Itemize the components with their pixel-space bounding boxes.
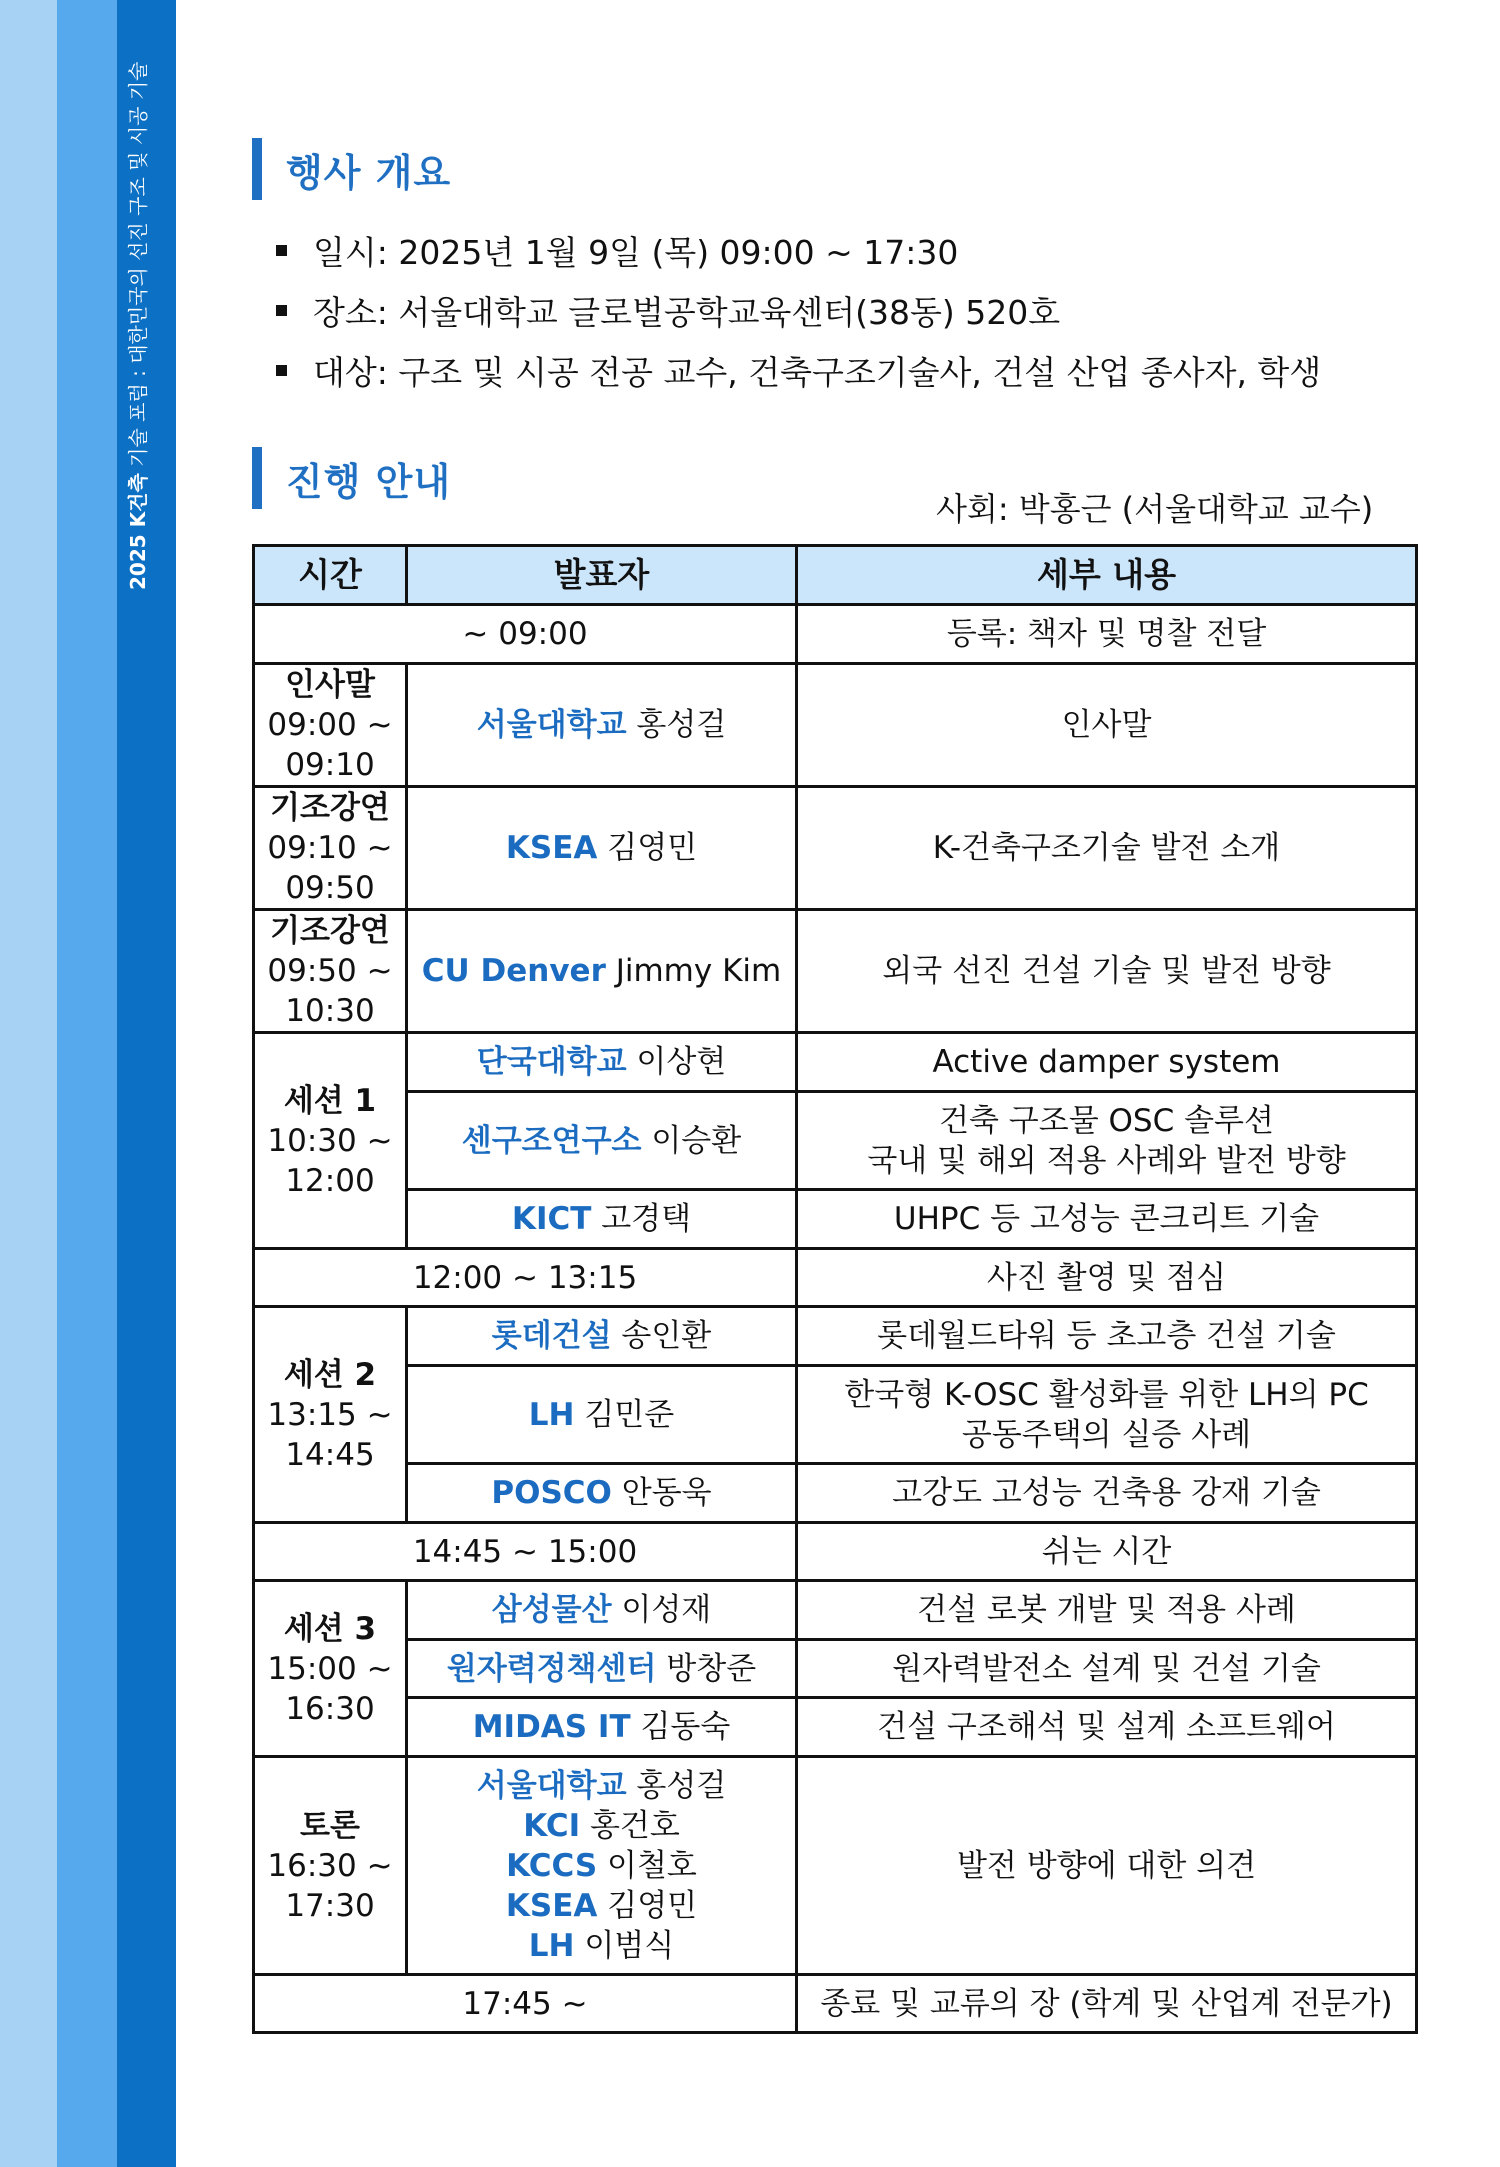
row-session-1-a bbox=[254, 1033, 1417, 1092]
overview-item-audience: 대상: 구조 및 시공 전공 교수, 건축구조기술사, 건설 산업 종사자, 학생 bbox=[276, 340, 1321, 400]
row-closing bbox=[254, 1975, 1417, 2033]
session-1-detail-2: 건축 구조물 OSC 솔루션 국내 및 해외 적용 사례와 발전 방향 bbox=[797, 1092, 1417, 1190]
row-keynote-2 bbox=[254, 910, 1417, 1033]
greeting-detail: 인사말 bbox=[797, 664, 1417, 787]
heading-bar bbox=[252, 447, 262, 509]
keynote-2-presenter: CU Denver Jimmy Kim bbox=[407, 910, 797, 1033]
bullet-icon bbox=[276, 305, 287, 316]
row-panel bbox=[254, 1757, 1417, 1975]
table-header-row bbox=[254, 546, 1417, 605]
header-time: 시간 bbox=[254, 546, 407, 605]
registration-detail: 등록: 책자 및 명찰 전달 bbox=[797, 605, 1417, 664]
sidebar-title: 2025 K건축 기술 포럼 : 대한민국의 선진 구조 및 시공 기술 bbox=[126, 61, 150, 590]
moderator: 사회: 박홍근 (서울대학교 교수) bbox=[936, 490, 1374, 528]
row-session-2-b bbox=[254, 1366, 1417, 1464]
lunch-time: 12:00 ~ 13:15 bbox=[254, 1249, 797, 1307]
session-3-time: 세션 3 15:00 ~ 16:30 bbox=[254, 1581, 407, 1757]
keynote-1-detail: K-건축구조기술 발전 소개 bbox=[797, 787, 1417, 910]
overview-list bbox=[276, 220, 1321, 400]
program-heading bbox=[252, 447, 451, 509]
header-detail: 세부 내용 bbox=[797, 546, 1417, 605]
registration-time: ~ 09:00 bbox=[254, 605, 797, 664]
row-session-1-c bbox=[254, 1190, 1417, 1249]
overview-item-place: 장소: 서울대학교 글로벌공학교육센터(38동) 520호 bbox=[276, 280, 1321, 340]
greeting-presenter: 서울대학교 홍성걸 bbox=[407, 664, 797, 787]
panel-presenters bbox=[407, 1757, 797, 1975]
session-3-detail-1: 건설 로봇 개발 및 적용 사례 bbox=[797, 1581, 1417, 1640]
schedule-table bbox=[252, 544, 1418, 2034]
keynote-2-time: 기조강연 09:50 ~ 10:30 bbox=[254, 910, 407, 1033]
row-keynote-1 bbox=[254, 787, 1417, 910]
row-break bbox=[254, 1523, 1417, 1581]
panel-presenter: KCI 홍건호 bbox=[523, 1807, 680, 1844]
row-registration bbox=[254, 605, 1417, 664]
session-2-detail-2: 한국형 K-OSC 활성화를 위한 LH의 PC 공동주택의 실증 사례 bbox=[797, 1366, 1417, 1464]
overview-item-date: 일시: 2025년 1월 9일 (목) 09:00 ~ 17:30 bbox=[276, 220, 1321, 280]
session-3-presenter-2: 원자력정책센터 방창준 bbox=[407, 1640, 797, 1698]
keynote-2-detail: 외국 선진 건설 기술 및 발전 방향 bbox=[797, 910, 1417, 1033]
row-session-3-b bbox=[254, 1640, 1417, 1698]
keynote-1-time: 기조강연 09:10 ~ 09:50 bbox=[254, 787, 407, 910]
sidebar-stripe-mid bbox=[57, 0, 117, 2167]
session-2-time: 세션 2 13:15 ~ 14:45 bbox=[254, 1307, 407, 1523]
row-greeting bbox=[254, 664, 1417, 787]
session-1-time: 세션 1 10:30 ~ 12:00 bbox=[254, 1033, 407, 1249]
break-time: 14:45 ~ 15:00 bbox=[254, 1523, 797, 1581]
bullet-icon bbox=[276, 365, 287, 376]
session-3-detail-2: 원자력발전소 설계 및 건설 기술 bbox=[797, 1640, 1417, 1698]
row-session-2-c bbox=[254, 1464, 1417, 1523]
header-presenter: 발표자 bbox=[407, 546, 797, 605]
panel-presenter: 서울대학교 홍성걸 bbox=[476, 1767, 727, 1804]
keynote-1-presenter: KSEA 김영민 bbox=[407, 787, 797, 910]
panel-detail: 발전 방향에 대한 의견 bbox=[797, 1757, 1417, 1975]
panel-presenter: KSEA 김영민 bbox=[505, 1887, 698, 1924]
overview-title: 행사 개요 bbox=[286, 150, 452, 195]
lunch-detail: 사진 촬영 및 점심 bbox=[797, 1249, 1417, 1307]
row-lunch bbox=[254, 1249, 1417, 1307]
session-3-presenter-1: 삼성물산 이성재 bbox=[407, 1581, 797, 1640]
panel-presenter: KCCS 이철호 bbox=[506, 1847, 697, 1884]
overview-heading bbox=[252, 138, 451, 200]
panel-time: 토론 16:30 ~ 17:30 bbox=[254, 1757, 407, 1975]
row-session-3-c bbox=[254, 1698, 1417, 1757]
sidebar-stripe-light bbox=[0, 0, 57, 2167]
session-2-detail-3: 고강도 고성능 건축용 강재 기술 bbox=[797, 1464, 1417, 1523]
session-2-presenter-3: POSCO 안동욱 bbox=[407, 1464, 797, 1523]
heading-bar bbox=[252, 138, 262, 200]
session-1-presenter-2: 센구조연구소 이승환 bbox=[407, 1092, 797, 1190]
session-1-presenter-1: 단국대학교 이상현 bbox=[407, 1033, 797, 1092]
panel-presenter: LH 이범식 bbox=[528, 1927, 675, 1964]
row-session-3-a bbox=[254, 1581, 1417, 1640]
session-1-detail-3: UHPC 등 고성능 콘크리트 기술 bbox=[797, 1190, 1417, 1249]
session-3-detail-3: 건설 구조해석 및 설계 소프트웨어 bbox=[797, 1698, 1417, 1757]
greeting-time: 인사말 09:00 ~ 09:10 bbox=[254, 664, 407, 787]
session-2-presenter-2: LH 김민준 bbox=[407, 1366, 797, 1464]
row-session-2-a bbox=[254, 1307, 1417, 1366]
bullet-icon bbox=[276, 245, 287, 256]
row-session-1-b bbox=[254, 1092, 1417, 1190]
program-title: 진행 안내 bbox=[286, 459, 452, 504]
closing-detail: 종료 및 교류의 장 (학계 및 산업계 전문가) bbox=[797, 1975, 1417, 2033]
session-1-presenter-3: KICT 고경택 bbox=[407, 1190, 797, 1249]
break-detail: 쉬는 시간 bbox=[797, 1523, 1417, 1581]
closing-time: 17:45 ~ bbox=[254, 1975, 797, 2033]
session-1-detail-1: Active damper system bbox=[797, 1033, 1417, 1092]
session-2-detail-1: 롯데월드타워 등 초고층 건설 기술 bbox=[797, 1307, 1417, 1366]
session-2-presenter-1: 롯데건설 송인환 bbox=[407, 1307, 797, 1366]
session-3-presenter-3: MIDAS IT 김동숙 bbox=[407, 1698, 797, 1757]
